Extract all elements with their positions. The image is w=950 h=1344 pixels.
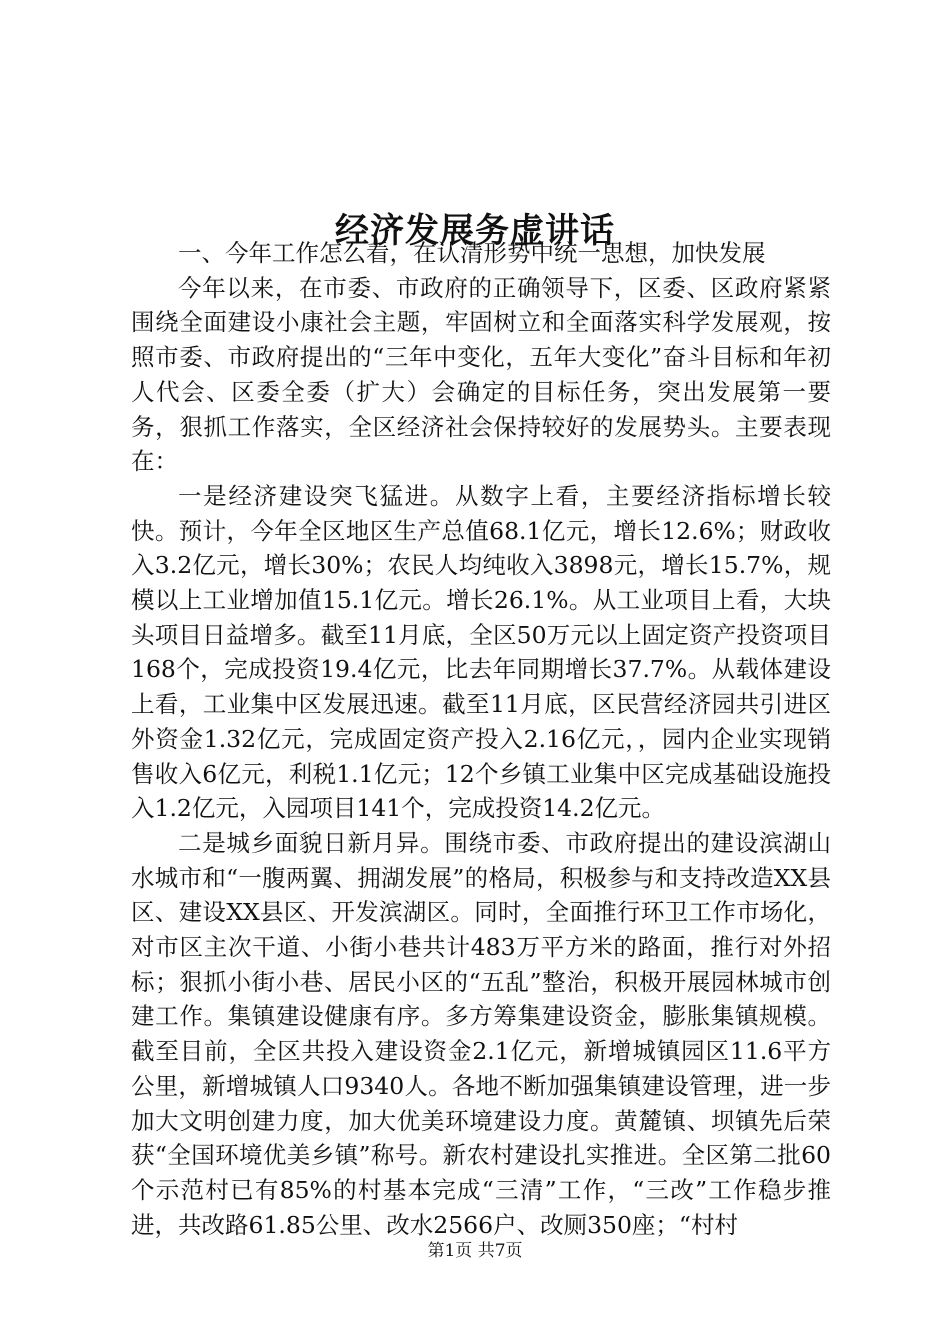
paragraph-economy: 一是经济建设突飞猛进。从数字上看，主要经济指标增长较快。预计，今年全区地区生产总值68.1亿元，增长12.6%；财政收入3.2亿元，增长30%；农民人均纯收入3898元，增长15.7%，规模以上工业增加值15.1亿元。增长26.1%。从工业项目上看，大块头项目日益增多。截至11月底，全区50万元以上固定资产投资项目168个，完成投资19.4亿元，比去年同期增长37.7%。从载体建设上看，工业集中区发展迅速。截至11月底，区民营经济园共引进区外资金1.32亿元，完成固定资产投入2.16亿元，，园内企业实现销售收入6亿元，利税1.1亿元；12个乡镇工业集中区完成基础设施投入1.2亿元，入园项目141个，完成投资14.2亿元。: [131, 481, 831, 823]
page-title: 经济发展务虚讲话: [335, 210, 615, 251]
paragraph-urban-rural: 二是城乡面貌日新月异。围绕市委、市政府提出的建设滨湖山水城市和“一腹两翼、拥湖发展”的格局，积极参与和支持改造XX县区、建设XX县区、开发滨湖区。同时，全面推行环卫工作市场化，对市区主次干道、小街小巷共计483万平方米的路面，推行对外招标；狠抓小街小巷、居民小区的“五乱”整治，积极开展园林城市创建工作。集镇建设健康有序。多方筹集建设资金，膨胀集镇规模。截至目前，全区共投入建设资金2.1亿元，新增城镇园区11.6平方公里，新增城镇人口9340人。各地不断加强集镇建设管理，进一步加大文明创建力度，加大优美环境建设力度。黄麓镇、坝镇先后荣获“全国环境优美乡镇”称号。新农村建设扎实推进。全区第二批60个示范村已有85%的村基本完成“三清”工作，“三改”工作稳步推进，共改路61.85公里、改水2566户、改厕350座；“村村: [131, 828, 831, 1239]
document-body: [131, 236, 831, 1242]
section-heading: 一、今年工作怎么看，在认清形势中统一思想，加快发展: [178, 239, 766, 267]
page-number: 第1页 共7页: [427, 1241, 523, 1261]
paragraph-intro: 今年以来，在市委、市政府的正确领导下，区委、区政府紧紧围绕全面建设小康社会主题，牢固树立和全面落实科学发展观，按照市委、市政府提出的“三年中变化，五年大变化”奋斗目标和年初人代会、区委全委（扩大）会确定的目标任务，突出发展第一要务，狠抓工作落实，全区经济社会保持较好的发展势头。主要表现在：: [131, 273, 831, 476]
